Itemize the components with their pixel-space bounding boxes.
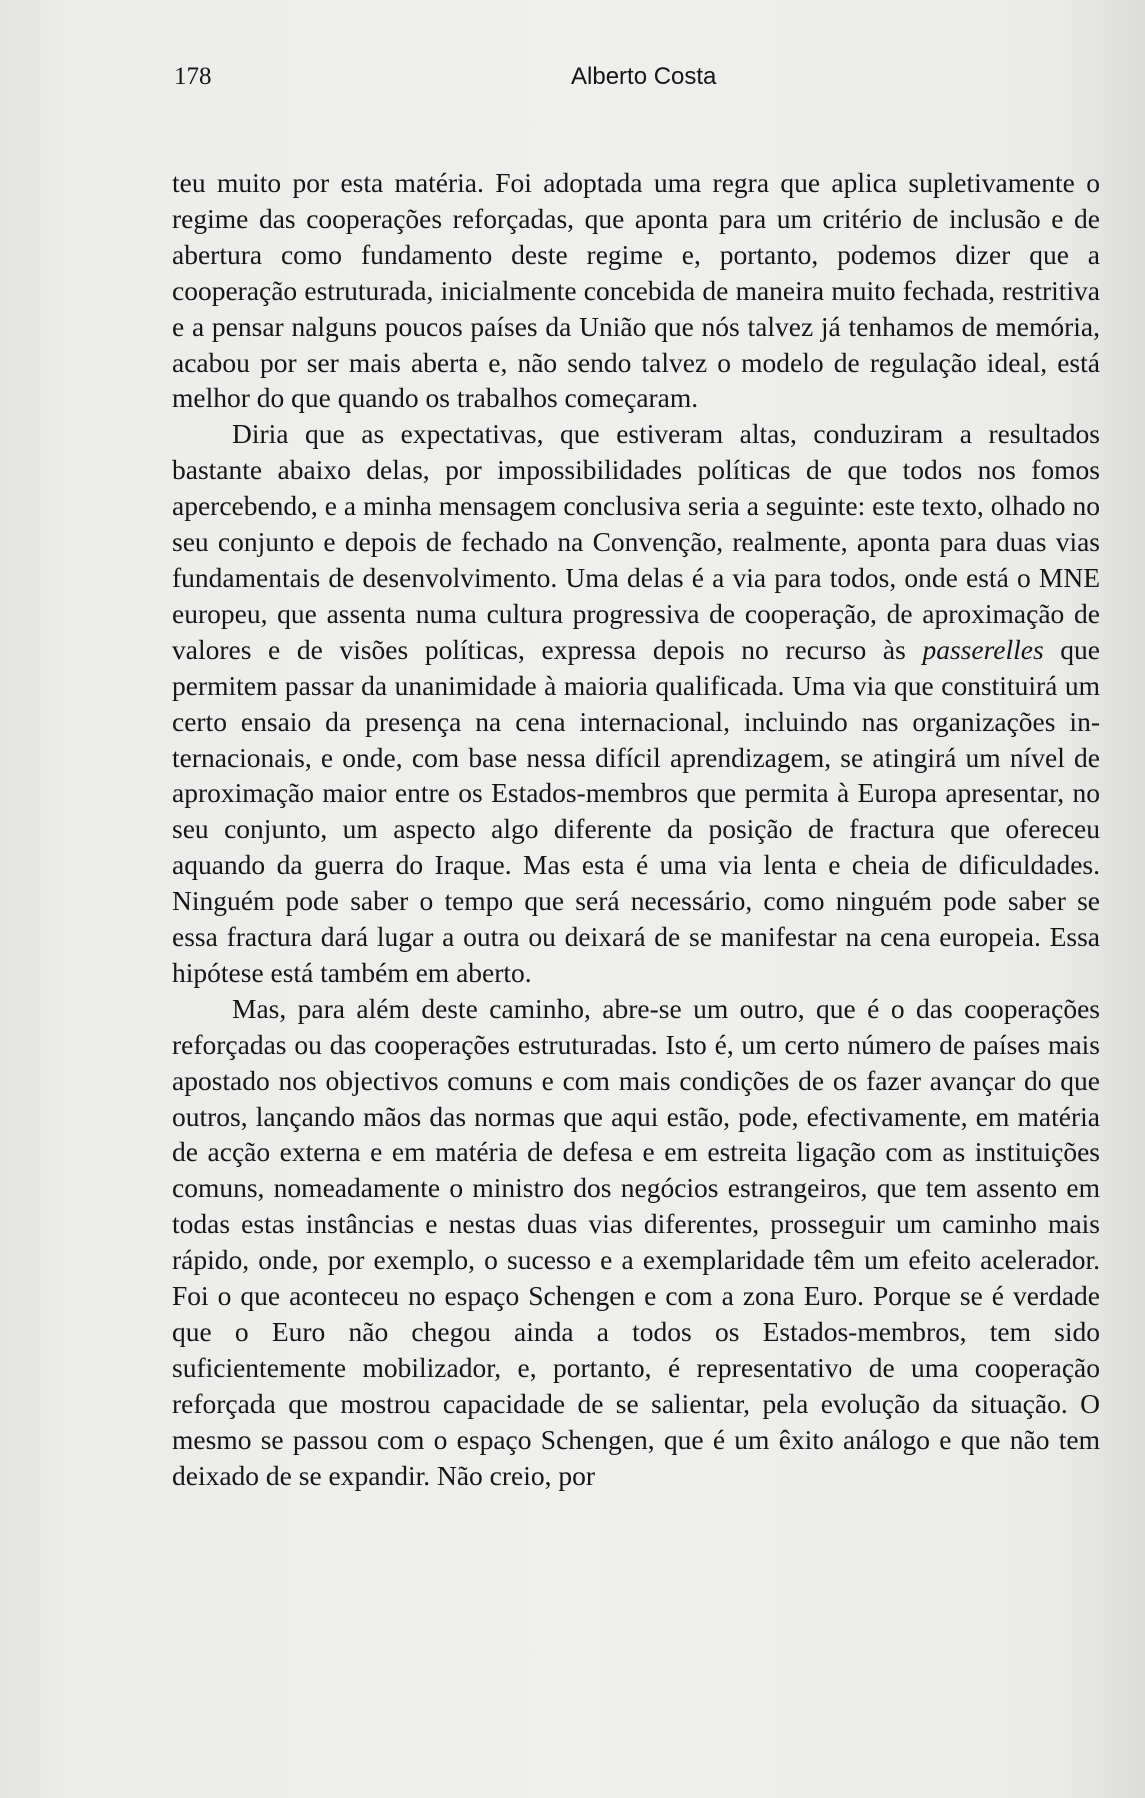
paragraph-text: que permitem passar da unanimidade à maioria qualificada. Uma via que constituirá um certo ensaio da presença na cena internacional, incluindo nas organizações internacionais, e onde, com base nessa difícil aprendizagem, se atingirá um nível de aproximação maior entre os Estados-membros que permita à Europa apresentar, no seu conjunto, um aspecto algo diferente da posição de fractura que ofereceu aquando da guerra do Iraque. Mas esta é uma via lenta e cheia de dificuldades. Ninguém pode saber o tempo que será necessário, como ninguém pode saber se essa fractura dará lugar a outra ou deixará de se manifestar na cena europeia. Essa hipótese está também em aberto. [172, 633, 1100, 988]
paragraph-expectativas [172, 416, 1100, 991]
running-head [174, 62, 1100, 92]
running-title: Alberto Costa [571, 63, 717, 90]
paragraph-continuation: teu muito por esta matéria. Foi adoptada uma regra que aplica supletivamente o regime das cooperações reforçadas, que aponta para um critério de inclusão e de abertura como fundamento deste regime e, portanto, podemos dizer que a cooperação estruturada, inicialmente concebida de maneira muito fechada, restritiva e a pensar nalguns poucos países da União que nós talvez já tenhamos de memória, acabou por ser mais aberta e, não sendo talvez o modelo de regulação ideal, está melhor do que quando os trabalhos começaram. [172, 167, 1100, 414]
italic-term-passerelles: passerelles [922, 633, 1044, 665]
paragraph-text: Diria que as expectativas, que estiveram altas, conduziram a resultados bastante abaixo delas, por impossibilidades políticas de que todos nos fomos apercebendo, e a minha mensagem conclusiva seria a seguinte: este texto, olhado no seu conjunto e depois de fechado na Convenção, realmente, aponta para duas vias fundamentais de desenvolvimento. Uma delas é a via para todos, onde está o MNE europeu, que assenta numa cultura progressiva de cooperação, de aproximação de valores e de visões políticas, expressa depois no recurso às [172, 418, 1100, 665]
page-number: 178 [174, 63, 212, 90]
body-text [172, 165, 1100, 1494]
paragraph-cooperacoes: Mas, para além deste caminho, abre-se um outro, que é o das cooperações reforçadas ou das cooperações estruturadas. Isto é, um certo número de países mais apostado nos objectivos comuns e com mais condições de os fazer avançar do que outros, lançando mãos das normas que aqui estão, pode, efectivamente, em matéria de acção externa e em matéria de defesa e em estreita ligação com as instituições comuns, nomeadamente o ministro dos negócios estrangeiros, que tem assento em todas estas instâncias e nestas duas vias diferentes, prosseguir um caminho mais rápido, onde, por exemplo, o sucesso e a exemplaridade têm um efeito acelerador. Foi o que aconteceu no espaço Schengen e com a zona Euro. Porque se é verdade que o Euro não chegou ainda a todos os Estados-membros, tem sido suficientemente mobilizador, e, portanto, é representativo de uma cooperação reforçada que mostrou capacidade de se salientar, pela evolução da situação. O mesmo se passou com o espaço Schengen, que é um êxito análogo e que não tem deixado de se expandir. Não creio, por [172, 992, 1100, 1491]
